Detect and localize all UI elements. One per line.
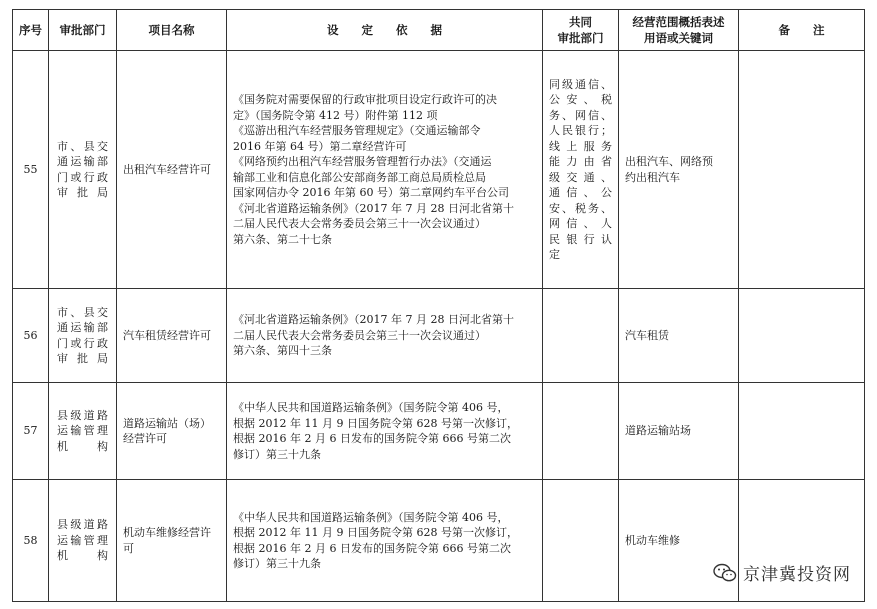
legal-basis [227,480,543,602]
joint-dept [543,289,619,383]
approval-dept-line: 运输管理 [57,533,108,547]
header-scope [619,10,739,51]
business-scope-line: 机动车维修 [625,533,680,547]
remarks [739,383,865,480]
row-number: 57 [13,383,49,480]
legal-basis [227,51,543,289]
approval-dept-line: 审批局 [57,186,108,199]
item-name: 汽车租赁经营许可 [117,289,227,383]
legal-basis-line: 定》（国务院令第 412 号）附件第 112 项 [233,108,438,122]
approval-dept-line: 机构 [57,549,108,563]
joint-dept-line: 网信、人 [549,217,612,230]
legal-basis [227,289,543,383]
approval-dept-line: 县级道路 [57,518,108,532]
business-scope [619,289,739,383]
legal-basis-line: 根据 2016 年 2 月 6 日发布的国务院令第 666 号第二次 [233,541,511,555]
approval-dept-line: 门或行政 [57,170,108,184]
legal-basis-line: 根据 2016 年 2 月 6 日发布的国务院令第 666 号第二次 [233,432,511,445]
header-scope-line2: 用语或关键词 [644,31,713,45]
business-scope-line: 出租汽车、网络预 [625,155,713,168]
legal-basis-line: 二届人民代表大会常务委员会第三十一次会议通过） [233,328,486,342]
joint-dept-line: 定 [549,248,560,261]
joint-dept-line: 通信、公 [549,186,612,199]
header-note: 备 注 [739,10,865,51]
legal-basis-line: 第六条、第二十七条 [233,232,332,246]
approval-dept-line: 通运输部 [57,155,108,168]
header-name: 项目名称 [117,10,227,51]
joint-dept-line: 务、网信、 [549,108,612,122]
legal-basis-line: 《巡游出租汽车经营服务管理规定》（交通运输部令 [233,124,481,137]
approval-dept-line: 机构 [57,439,108,453]
legal-basis-line: 《河北省道路运输条例》（2017 年 7 月 28 日河北省第十 [233,313,514,327]
header-co-line1: 共同 [569,15,592,29]
approval-dept-line: 运输管理 [57,424,108,438]
wechat-icon [713,563,737,583]
header-co-line2: 审批部门 [557,31,604,45]
licensing-table [12,9,865,602]
joint-dept-line: 公安、税 [549,93,612,106]
legal-basis-line: 《中华人民共和国道路运输条例》（国务院令第 406 号， [233,401,509,414]
legal-basis-line: 二届人民代表大会常务委员会第三十一次会议通过） [233,217,486,230]
approval-dept [49,383,117,480]
legal-basis-line: 修订）第三十九条 [233,557,321,570]
header-scope-line1: 经营范围概括表述 [632,15,725,29]
joint-dept [543,51,619,289]
joint-dept-line: 线上服务 [549,139,612,153]
legal-basis-line: 修订）第三十九条 [233,447,321,461]
watermark [713,560,851,585]
item-name: 机动车维修经营许可 [117,480,227,602]
row-number: 55 [13,51,49,289]
approval-dept-line: 市、县交 [57,139,108,153]
legal-basis-line: 2016 年第 64 号）第二章经营许可 [233,139,407,153]
remarks [739,289,865,383]
approval-dept-line: 县级道路 [57,408,108,422]
joint-dept-line: 民银行认 [549,232,612,246]
legal-basis-line: 《中华人民共和国道路运输条例》（国务院令第 406 号， [233,510,509,524]
header-basis: 设 定 依 据 [227,10,543,51]
remarks [739,51,865,289]
table-row [13,383,865,480]
legal-basis-line: 《国务院对需要保留的行政审批项目设定行政许可的决 [233,93,497,106]
legal-basis-line: 《河北省道路运输条例》（2017 年 7 月 28 日河北省第十 [233,201,514,215]
legal-basis-line: 根据 2012 年 11 月 9 日国务院令第 628 号第一次修订， [233,526,518,539]
approval-dept-line: 市、县交 [57,305,108,319]
business-scope-line: 约出租汽车 [625,170,680,184]
item-name: 出租汽车经营许可 [117,51,227,289]
legal-basis [227,383,543,480]
table-row [13,289,865,383]
header-co [543,10,619,51]
legal-basis-line: 输部工业和信息化部公安部商务部工商总局质检总局 [233,170,486,184]
approval-dept [49,289,117,383]
row-number: 58 [13,480,49,602]
legal-basis-line: 《网络预约出租汽车经营服务管理暂行办法》（交通运 [233,155,492,168]
row-number: 56 [13,289,49,383]
business-scope-line: 道路运输站场 [625,424,691,438]
approval-dept [49,480,117,602]
joint-dept [543,480,619,602]
approval-dept-line: 通运输部 [57,321,108,334]
header-dept: 审批部门 [49,10,117,51]
joint-dept-line: 同级通信、 [549,77,612,91]
legal-basis-line: 国家网信办令 2016 年第 60 号）第二章网约车平台公司 [233,186,509,199]
business-scope [619,383,739,480]
approval-dept-line: 审批局 [57,352,108,365]
header-no: 序号 [13,10,49,51]
joint-dept-line: 人民银行； [549,124,612,137]
table-row [13,51,865,289]
joint-dept-line: 级交通、 [549,170,612,184]
joint-dept-line: 安、税务、 [549,201,612,215]
business-scope-line: 汽车租赁 [625,328,669,342]
business-scope [619,51,739,289]
joint-dept-line: 能力由省 [549,155,612,168]
legal-basis-line: 第六条、第四十三条 [233,344,332,358]
item-name: 道路运输站（场）经营许可 [117,383,227,480]
watermark-text: 京津冀投资网 [743,565,851,585]
approval-dept [49,51,117,289]
approval-dept-line: 门或行政 [57,336,108,350]
legal-basis-line: 根据 2012 年 11 月 9 日国务院令第 628 号第一次修订， [233,416,518,430]
header-row [13,10,865,51]
joint-dept [543,383,619,480]
